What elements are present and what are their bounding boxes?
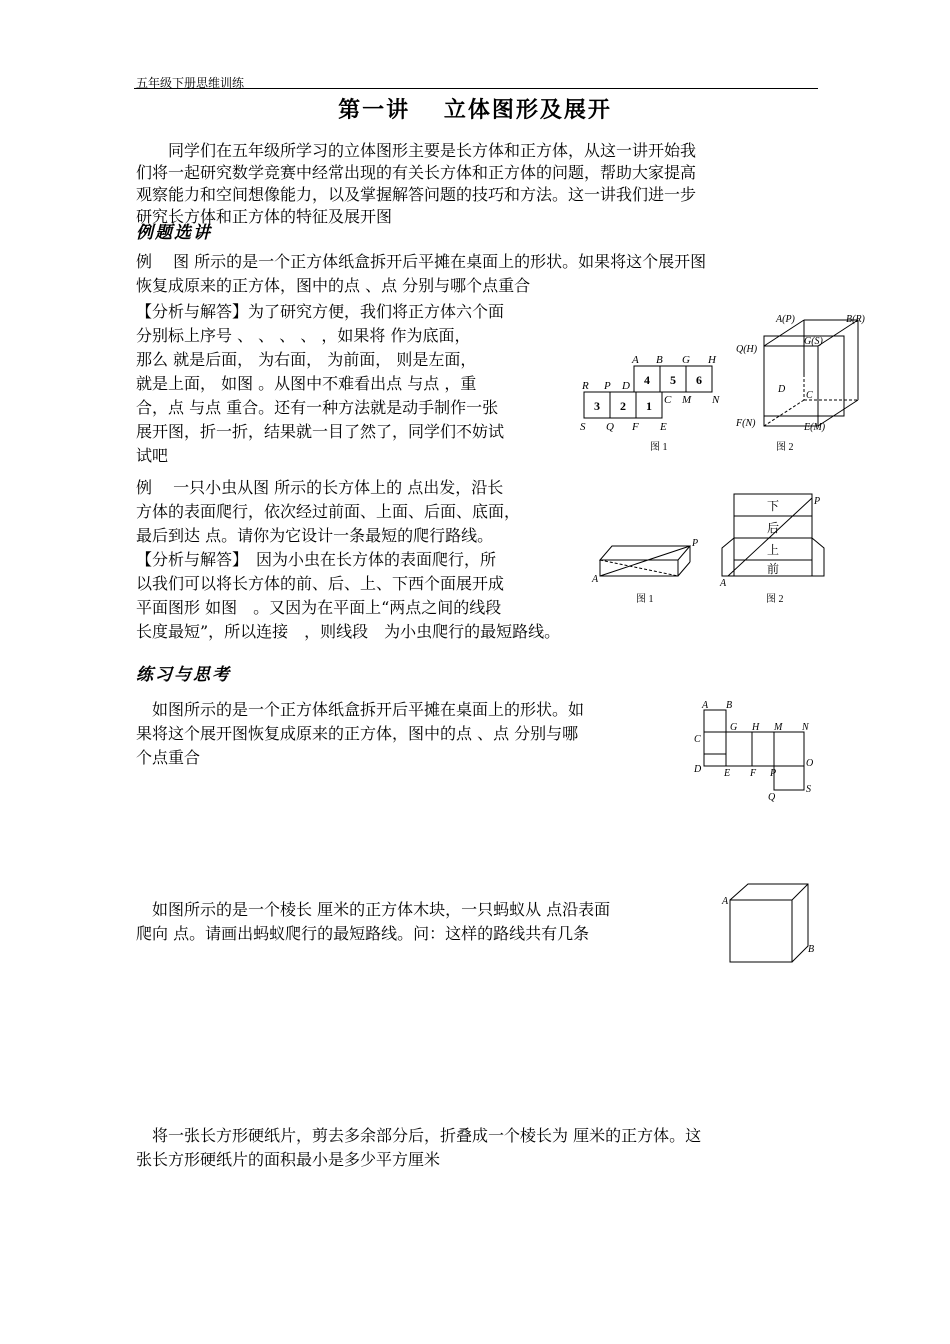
practice3-line: 张长方形硬纸片的面积最小是多少平方厘米 — [136, 1150, 441, 1169]
cube-vertex-label: B — [808, 944, 815, 955]
box-top — [600, 546, 690, 560]
example1-line: 恢复成原来的正方体，图中的点 、点 分别与哪个点重合 — [136, 276, 531, 295]
analysis-line: 试吧 — [136, 446, 169, 465]
example1-line: 例 图 所示的是一个正方体纸盒拆开后平摊在桌面上的形状。如果将这个展开图 — [136, 252, 707, 271]
analysis-line: 那么 就是后面， 为右面， 为前面， 则是左面， — [136, 350, 477, 369]
cube-label: G(S) — [804, 336, 823, 347]
practice2-line: 如图所示的是一个棱长 厘米的正方体木块，一只蚂蚁从 点沿表面 — [136, 900, 611, 919]
section-practice: 练习与思考 — [136, 665, 231, 685]
figure-cuboid-path — [590, 490, 830, 610]
cube-label: B(R) — [846, 314, 865, 325]
header-rule — [134, 88, 818, 89]
figure-caption: 图 2 — [776, 442, 794, 453]
example2-line: 长度最短”，所以连接 ，则线段 为小虫爬行的最短路线。 — [136, 622, 561, 641]
intro-line: 研究长方体和正方体的特征及展开图 — [136, 207, 393, 226]
practice3-text — [136, 1124, 701, 1172]
lecture-title: 第一讲 立体图形及展开 — [338, 97, 612, 123]
practice2-text — [136, 898, 610, 946]
section-examples: 例题选讲 — [136, 223, 212, 243]
figure-cube-net-and-cube — [580, 306, 865, 456]
cube-label: Q(H) — [736, 344, 758, 355]
example2-line: 平面图形 如图 。又因为在平面上“两点之间的线段 — [136, 598, 502, 617]
net-label: R — [582, 380, 589, 392]
cube-vertex-label: A — [722, 896, 729, 907]
face-label: 下 — [766, 499, 780, 513]
net-label: C — [664, 394, 672, 406]
net-label: S — [580, 421, 586, 433]
figure-practice-net — [690, 698, 820, 804]
analysis-line: 就是上面， 如图 。从图中不难看出点 与点 ，重 — [136, 374, 477, 393]
analysis-line: 合，点 与点 重合。还有一种方法就是动手制作一张 — [136, 398, 499, 417]
face-label: 后 — [766, 521, 780, 535]
net-label: Q — [606, 421, 614, 433]
net-label: H — [708, 354, 716, 366]
intro-line: 们将一起研究数学竞赛中经常出现的有关长方体和正方体的问题，帮助大家提高 — [136, 163, 697, 182]
practice3-line: 将一张长方形硬纸片，剪去多余部分后，折叠成一个棱长为 厘米的正方体。这 — [136, 1126, 702, 1145]
example2-text — [136, 476, 560, 644]
cube-label: E(M) — [804, 422, 826, 433]
practice1-line: 果将这个展开图恢复成原来的正方体，图中的点 、点 分别与哪 — [136, 724, 579, 743]
practice2-line: 爬向 点。请画出蚂蚁爬行的最短路线。问：这样的路线共有几条 — [136, 924, 590, 943]
net-label: E — [660, 421, 667, 433]
figure-caption: 图 2 — [766, 594, 784, 605]
intro-line: 观察能力和空间想像能力，以及掌握解答问题的技巧和方法。这一讲我们进一步 — [136, 185, 697, 204]
net-label: B — [656, 354, 663, 366]
page-header: 五年级下册思维训练 — [136, 76, 245, 90]
net-label: C — [694, 734, 701, 745]
face-number: 2 — [620, 399, 626, 413]
face-number: 5 — [670, 373, 676, 387]
net-label: M — [682, 394, 692, 406]
example2-line: 以我们可以将长方体的前、后、上、下西个面展开成 — [136, 574, 505, 593]
practice1-text — [136, 698, 584, 770]
example1-analysis — [136, 300, 504, 468]
net-label: A — [702, 700, 709, 711]
face-number: 3 — [594, 399, 600, 413]
net-label: P — [604, 380, 611, 392]
point-label: A — [720, 578, 727, 589]
example2-line: 【分析与解答】 因为小虫在长方体的表面爬行，所 — [136, 550, 497, 569]
example2-line: 方体的表面爬行，依次经过前面、上面、后面、底面， — [136, 502, 521, 521]
cube-front-face — [764, 346, 818, 426]
net-label: N — [802, 722, 809, 733]
example2-line: 例 一只小虫从图 所示的长方体上的 点出发，沿长 — [136, 478, 504, 497]
net-label: Q — [768, 792, 776, 803]
cube-label: D — [778, 384, 786, 395]
face-number: 4 — [644, 373, 650, 387]
net-label: M — [774, 722, 783, 733]
face-number: 6 — [696, 373, 702, 387]
net-label: D — [694, 764, 702, 775]
practice1-line: 如图所示的是一个正方体纸盒拆开后平摊在桌面上的形状。如 — [136, 700, 585, 719]
net-label: G — [730, 722, 738, 733]
figure-caption: 图 1 — [650, 442, 668, 453]
net-label: P — [770, 768, 777, 779]
figure-caption: 图 1 — [636, 594, 654, 605]
net-label: F — [750, 768, 757, 779]
face-number: 1 — [646, 399, 652, 413]
analysis-line: 【分析与解答】为了研究方便，我们将正方体六个面 — [136, 302, 505, 321]
example2-line: 最后到达 点。请你为它设计一条最短的爬行路线。 — [136, 526, 494, 545]
point-label: P — [814, 496, 821, 507]
net-label: O — [806, 758, 814, 769]
example1-statement — [136, 250, 706, 298]
intro-line: 同学们在五年级所学习的立体图形主要是长方体和正方体，从这一讲开始我 — [136, 141, 697, 160]
cube-label: A(P) — [776, 314, 795, 325]
cube-front-face — [730, 900, 792, 962]
net-label: G — [682, 354, 690, 366]
practice1-line: 个点重合 — [136, 748, 201, 767]
net-label: F — [632, 421, 639, 433]
analysis-line: 分别标上序号 、 、 、 、 ，如果将 作为底面， — [136, 326, 471, 345]
net-label: B — [726, 700, 733, 711]
net-label: N — [712, 394, 720, 406]
net-label: A — [632, 354, 639, 366]
point-label: A — [592, 574, 599, 585]
face-label: 前 — [766, 562, 780, 576]
net-label: E — [724, 768, 731, 779]
cube-label: C — [806, 390, 813, 401]
net-label: D — [622, 380, 630, 392]
point-label: P — [692, 538, 699, 549]
cube-label: F(N) — [736, 418, 756, 429]
face-label: 上 — [766, 543, 780, 557]
net-label: S — [806, 784, 811, 795]
intro-paragraph — [136, 140, 696, 228]
net-label: H — [752, 722, 760, 733]
figure-practice-cube — [722, 880, 822, 970]
analysis-line: 展开图，折一折，结果就一目了然了，同学们不妨试 — [136, 422, 505, 441]
